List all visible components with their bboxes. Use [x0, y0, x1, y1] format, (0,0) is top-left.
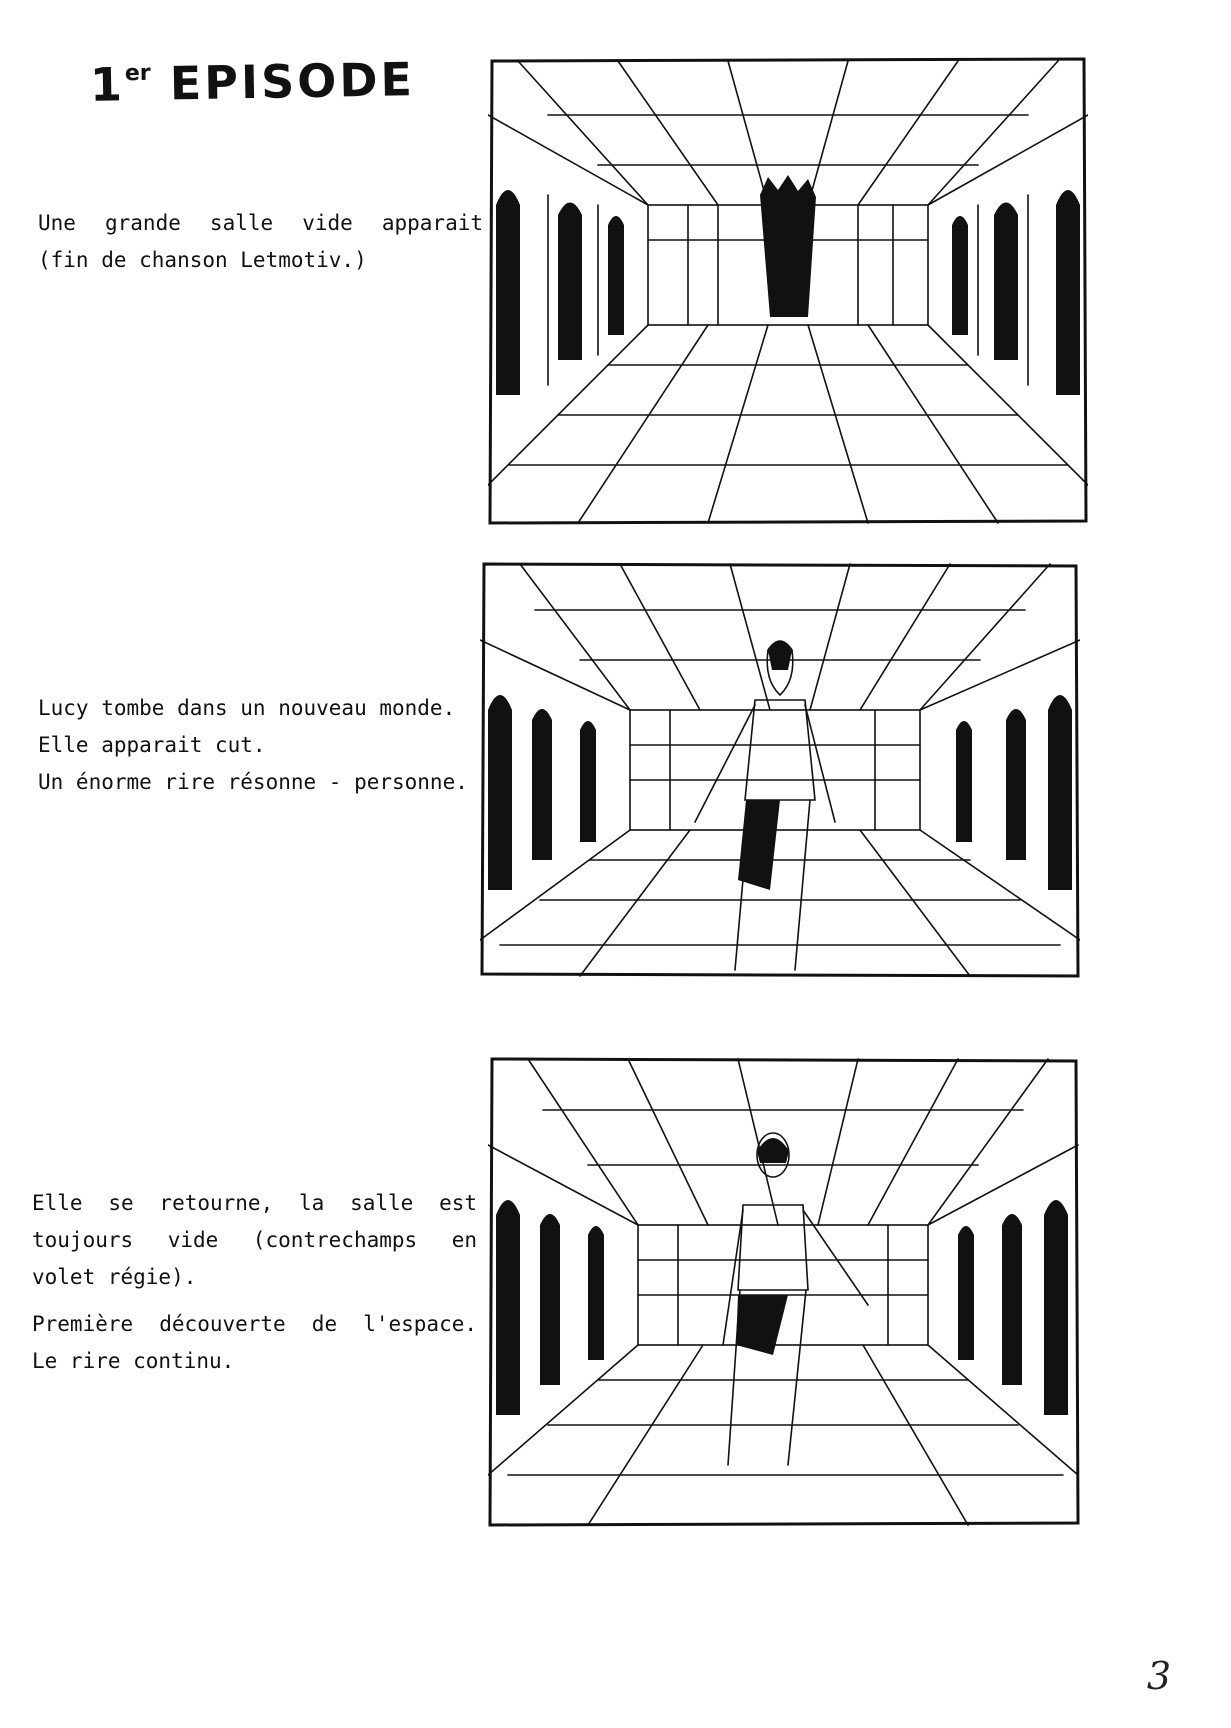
scene-3-line-5: Le rire continu. [32, 1349, 235, 1373]
scene-3-line-4: Première découverte de l'espace. [32, 1312, 477, 1336]
scene-2-caption [38, 690, 483, 801]
lucy-arrives-sketch [480, 560, 1080, 980]
page-number: 3 [1146, 1654, 1171, 1698]
scene-2-line-1: Lucy tombe dans un nouveau monde. [38, 696, 456, 720]
episode-title [90, 52, 416, 112]
scene-1-line-2: (fin de chanson Letmotiv.) [38, 248, 367, 272]
scene-1-caption [38, 205, 483, 279]
title-word: EPISODE [169, 52, 416, 111]
lucy-turns-sketch [488, 1055, 1080, 1530]
scene-3-line-2: toujours vide (contrechamps en [32, 1228, 477, 1252]
storyboard-panel-3 [488, 1055, 1080, 1530]
storyboard-panel-2 [480, 560, 1080, 980]
title-number: 1 [89, 57, 126, 112]
scene-1-line-1: Une grande salle vide apparait [38, 211, 483, 235]
scene-3-line-3: volet régie). [32, 1265, 197, 1289]
scene-2-line-3: Un énorme rire résonne - personne. [38, 770, 468, 794]
scene-2-line-2: Elle apparait cut. [38, 733, 266, 757]
title-superscript: er [124, 60, 151, 87]
storyboard-panel-1 [488, 55, 1088, 525]
scene-3-line-1: Elle se retourne, la salle est [32, 1191, 477, 1215]
empty-hall-sketch [488, 55, 1088, 525]
scene-3-caption [32, 1185, 477, 1380]
